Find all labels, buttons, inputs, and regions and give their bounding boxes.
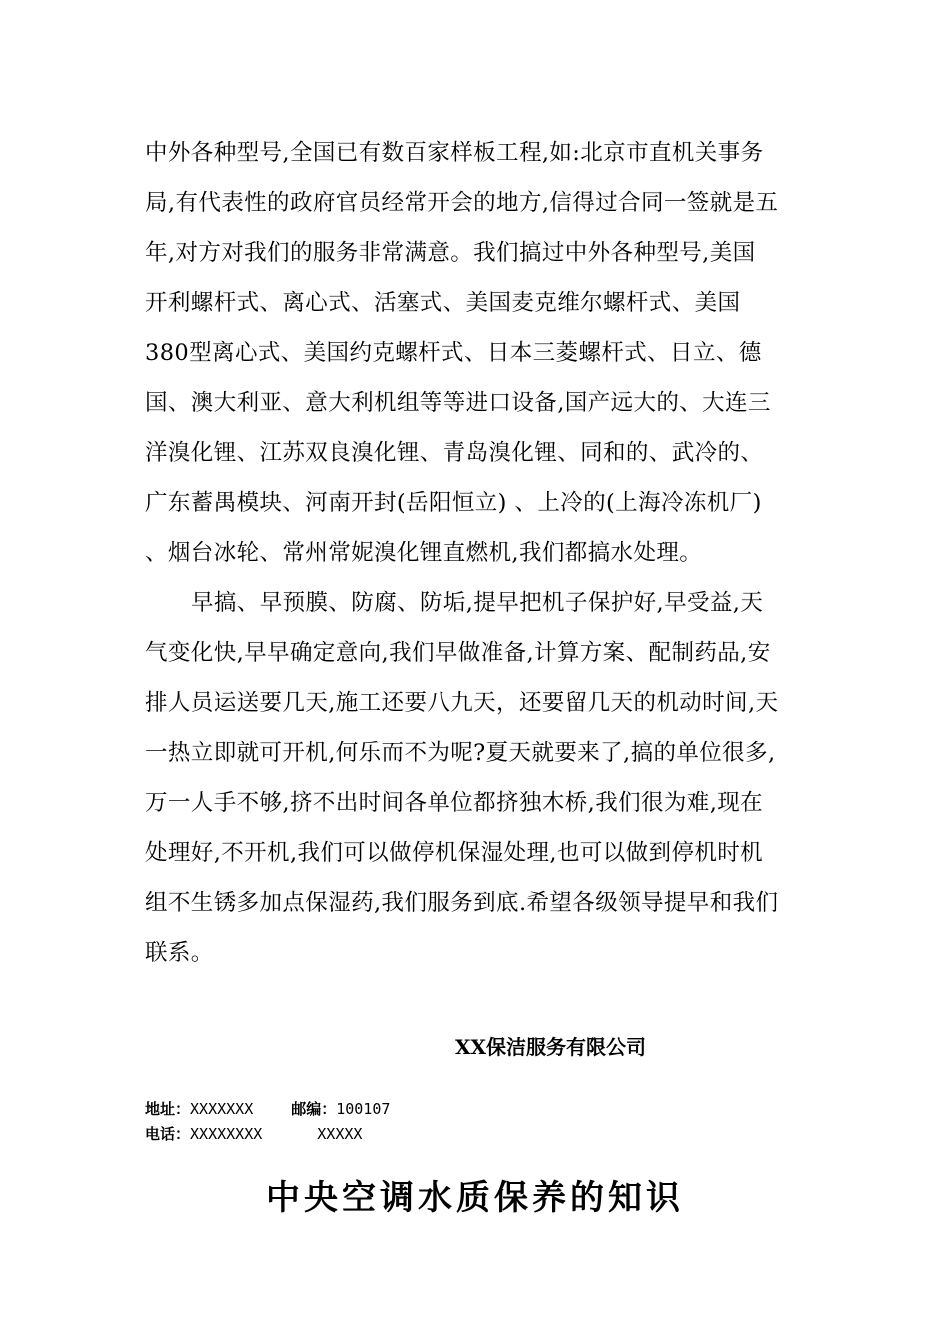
company-name: XX保洁服务有限公司 xyxy=(455,1035,647,1059)
phone-value: XXXXXXXX xyxy=(190,1125,263,1143)
extra-value: XXXXX xyxy=(317,1125,363,1143)
contact-row-address xyxy=(145,1098,390,1120)
paragraph-line: 组不生锈多加点保湿药,我们服务到底.希望各级领导提早和我们 xyxy=(145,890,779,916)
phone-label: 电话： xyxy=(145,1125,191,1143)
paragraph-line: 中外各种型号,全国已有数百家样板工程,如:北京市直机关事务 xyxy=(145,140,764,166)
address-label: 地址： xyxy=(145,1100,191,1118)
contact-row-phone xyxy=(145,1123,362,1145)
paragraph-line: 洋溴化锂、江苏双良溴化锂、青岛溴化锂、同和的、武冷的、 xyxy=(145,440,764,466)
paragraph-line: 气变化快,早早确定意向,我们早做准备,计算方案、配制药品,安 xyxy=(145,640,771,666)
paragraph-line: 局,有代表性的政府官员经常开会的地方,信得过合同一签就是五 xyxy=(145,190,779,216)
body-paragraph-1 xyxy=(145,128,807,578)
paragraph-line: 开利螺杆式、离心式、活塞式、美国麦克维尔螺杆式、美国 xyxy=(145,290,741,316)
paragraph-line: 早搞、早预膜、防腐、防垢,提早把机子保护好,早受益,天 xyxy=(191,590,764,616)
paragraph-line: 广东蓄禺模块、河南开封(岳阳恒立) 、上冷的(上海冷冻机厂) xyxy=(145,490,762,516)
paragraph-line: 国、澳大利亚、意大利机组等等进口设备,国产远大的、大连三 xyxy=(145,390,771,416)
body-paragraph-2 xyxy=(145,578,807,978)
section-title: 中央空调水质保养的知识 xyxy=(266,1178,684,1218)
paragraph-line: 联系。 xyxy=(145,940,214,966)
paragraph-line: 、烟台冰轮、常州常妮溴化锂直燃机,我们都搞水处理。 xyxy=(145,540,703,566)
paragraph-line: 年,对方对我们的服务非常满意。我们搞过中外各种型号,美国 xyxy=(145,240,756,266)
postcode-label: 邮编： xyxy=(291,1100,337,1118)
paragraph-line: 一热立即就可开机,何乐而不为呢?夏天就要来了,搞的单位很多, xyxy=(145,740,776,766)
paragraph-line: 380型离心式、美国约克螺杆式、日本三菱螺杆式、日立、德 xyxy=(145,340,762,366)
paragraph-line: 处理好,不开机,我们可以做停机保湿处理,也可以做到停机时机 xyxy=(145,840,764,866)
paragraph-line: 万一人手不够,挤不出时间各单位都挤独木桥,我们很为难,现在 xyxy=(145,790,764,816)
address-value: XXXXXXX xyxy=(190,1100,254,1118)
paragraph-line: 排人员运送要几天,施工还要八九天，还要留几天的机动时间,天 xyxy=(145,690,779,716)
postcode-value: 100107 xyxy=(336,1100,391,1118)
